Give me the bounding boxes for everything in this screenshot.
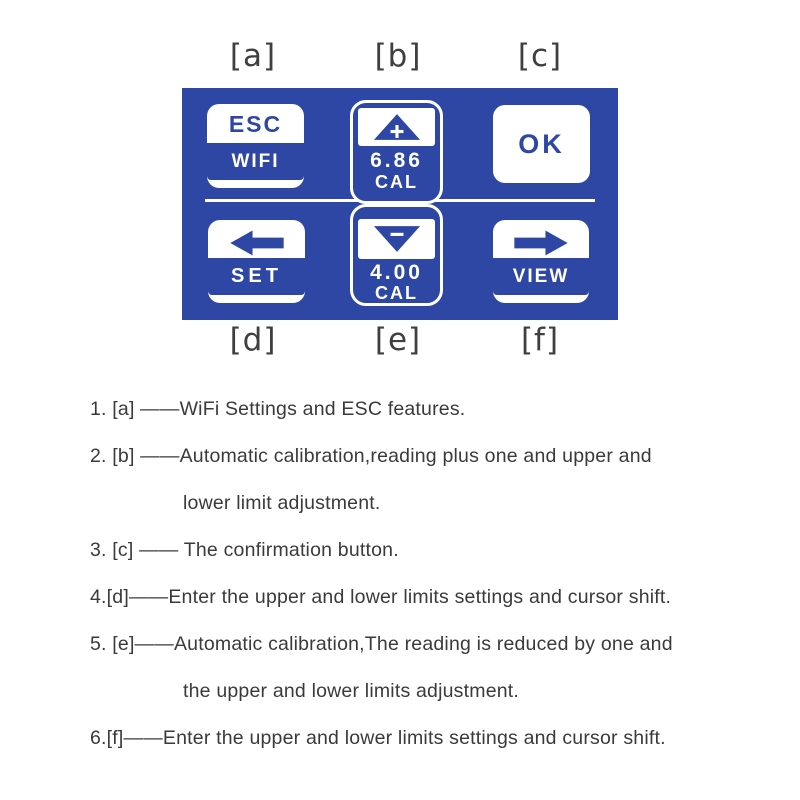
legend-item-6: 6.[f]——Enter the upper and lower limits settings and cursor shift. — [90, 727, 666, 749]
triangle-up-plus-icon — [373, 113, 421, 141]
down-cal-button[interactable] — [350, 204, 443, 306]
view-button[interactable] — [493, 220, 589, 303]
legend-item-4: 4.[d]——Enter the upper and lower limits settings and cursor shift. — [90, 586, 672, 608]
up-icon-box — [358, 108, 435, 146]
legend-item-2: 2. [b] ——Automatic calibration,reading plus one and upper and — [90, 445, 652, 467]
label-d: [d] — [229, 322, 277, 358]
ok-button[interactable] — [493, 105, 590, 183]
set-label-box — [208, 258, 305, 295]
down-cal-value: 4.00 — [370, 261, 423, 284]
legend-item-3: 3. [c] —— The confirmation button. — [90, 539, 399, 561]
legend — [90, 386, 770, 762]
legend-item-2-cont: lower limit adjustment. — [183, 492, 381, 514]
esc-wifi-button[interactable] — [207, 104, 304, 188]
arrow-right-icon — [511, 227, 571, 259]
label-a: [a] — [229, 38, 277, 74]
label-f: [f] — [520, 322, 560, 358]
set-button[interactable] — [208, 220, 305, 303]
down-cal-word: CAL — [375, 283, 418, 303]
legend-item-5-cont: the upper and lower limits adjustment. — [183, 680, 520, 702]
view-label: VIEW — [512, 265, 570, 287]
up-cal-value: 6.86 — [370, 149, 423, 172]
esc-label: ESC — [228, 111, 283, 137]
up-cal-word: CAL — [375, 172, 418, 192]
arrow-left-icon — [227, 227, 287, 259]
label-b: [b] — [374, 38, 422, 74]
wifi-label-box — [207, 143, 304, 180]
legend-item-5: 5. [e]——Automatic calibration,The reading is reduced by one and — [90, 633, 673, 655]
label-e: [e] — [374, 322, 422, 358]
up-cal-button[interactable] — [350, 100, 443, 204]
set-label: SET — [231, 265, 282, 287]
label-c: [c] — [517, 38, 563, 74]
legend-item-1: 1. [a] ——WiFi Settings and ESC features. — [90, 398, 466, 420]
triangle-down-minus-icon — [373, 225, 421, 253]
wifi-label: WIFI — [231, 150, 280, 172]
view-label-box — [493, 258, 589, 295]
ok-label: OK — [518, 128, 565, 159]
down-icon-box — [358, 219, 435, 259]
keypad-panel — [182, 88, 618, 320]
